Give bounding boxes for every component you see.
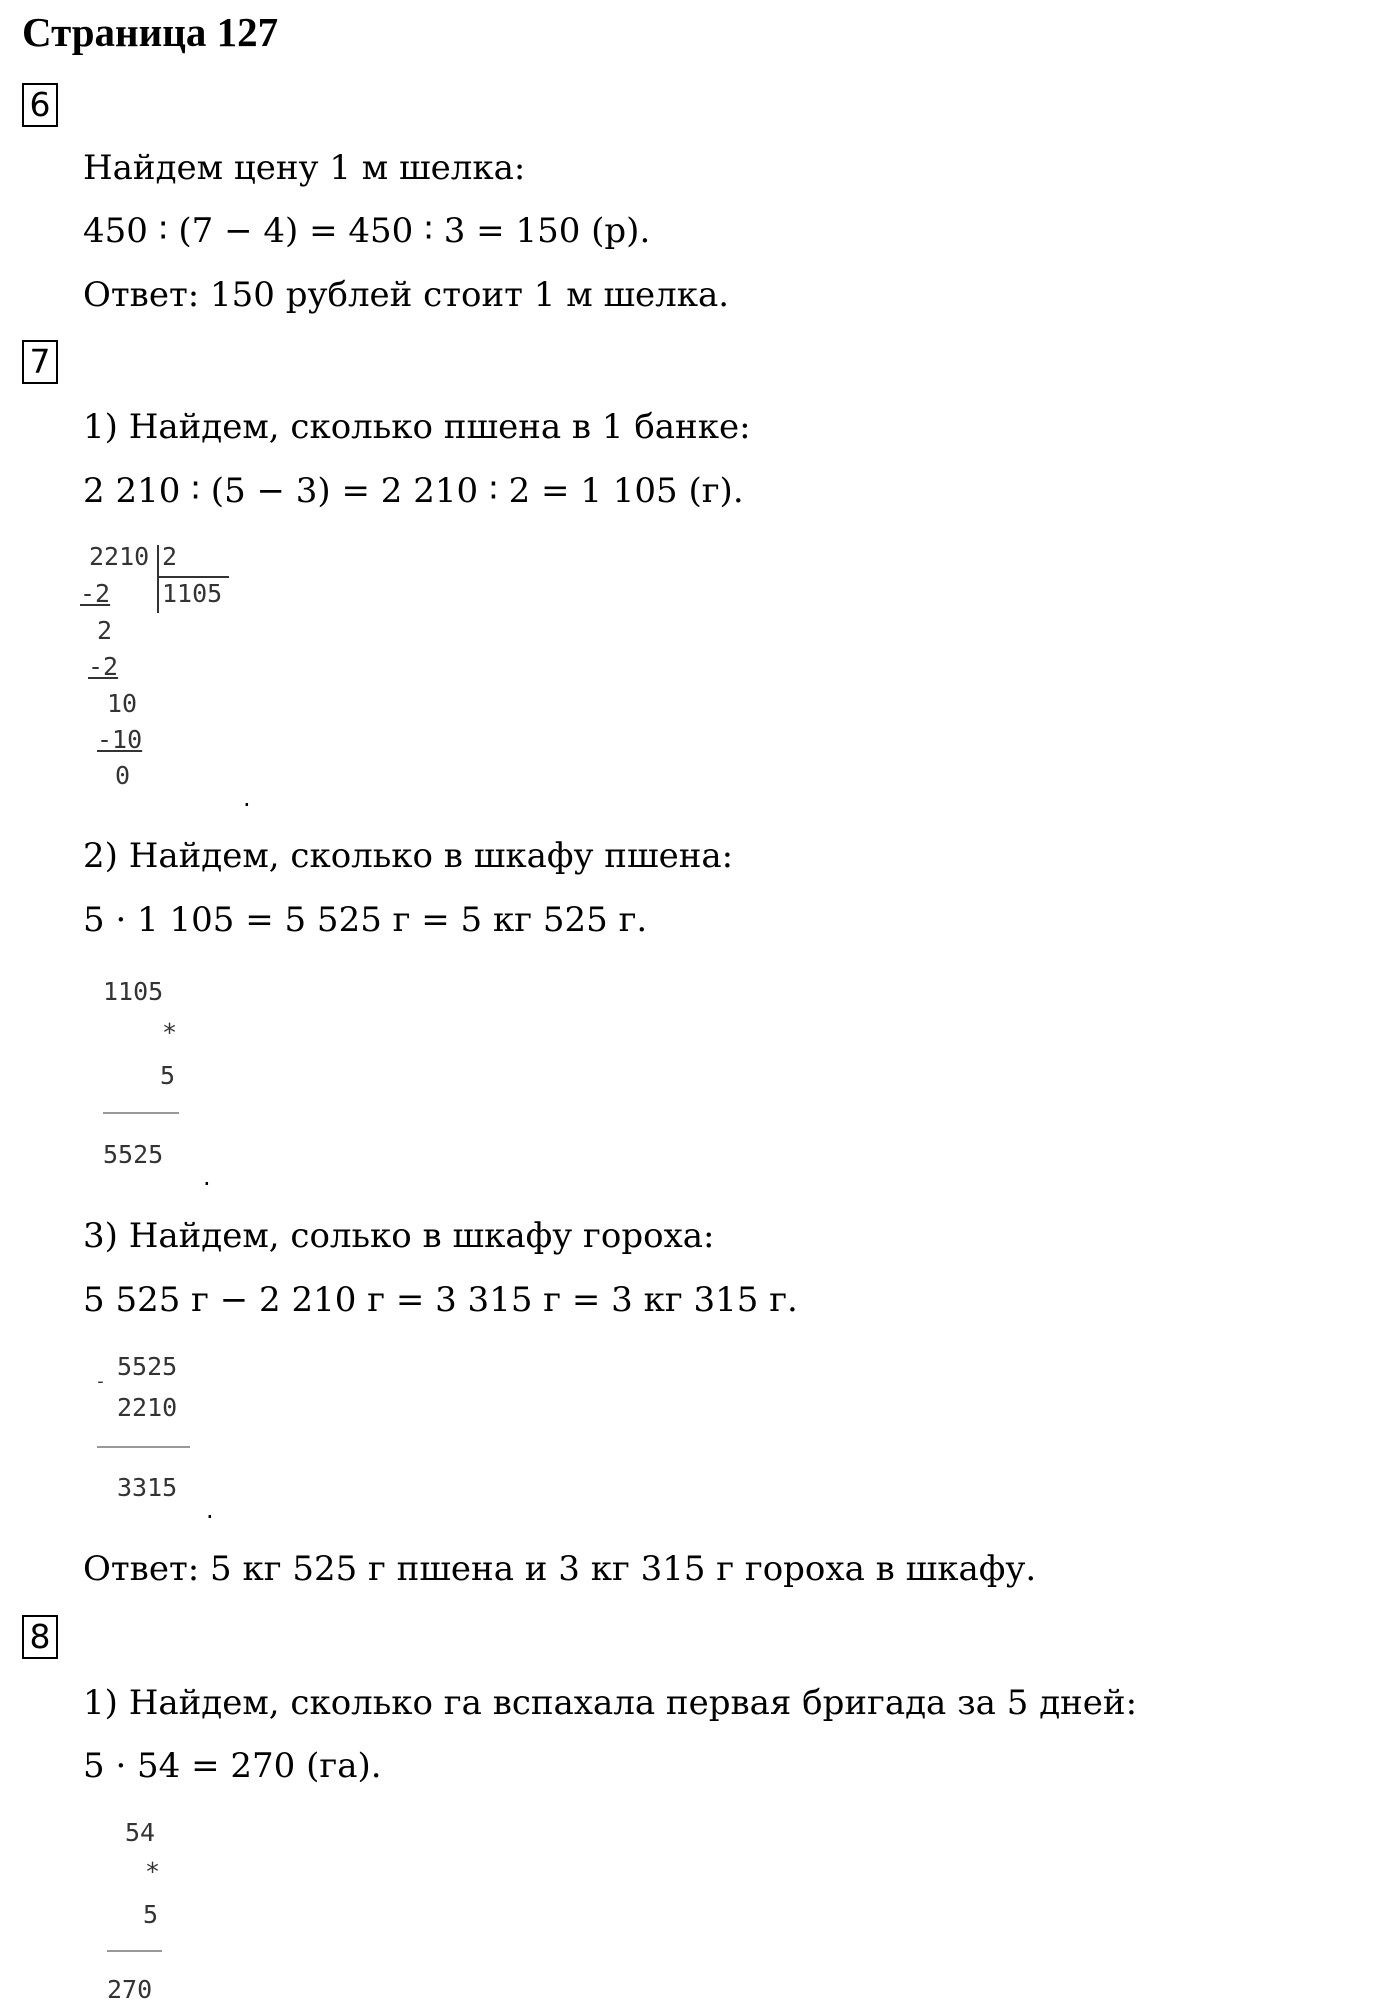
task-number-7: 7 (22, 340, 58, 384)
task6-line-2: 450 ∶ (7 − 4) = 450 ∶ 3 = 150 (р). (83, 211, 651, 251)
division-bracket-vertical (157, 545, 159, 613)
multiplication-operator: * (162, 1018, 178, 1047)
subtraction-operator: - (95, 1371, 106, 1392)
division-remainder: 0 (115, 761, 131, 790)
division-step: -2 (88, 652, 119, 681)
task7-step2-equation: 5 · 1 105 = 5 525 г = 5 кг 525 г. (83, 900, 648, 940)
task7-step2-heading: 2) Найдем, сколько в шкафу пшена: (83, 836, 734, 876)
division-divisor: 2 (162, 542, 178, 571)
task7-answer: Ответ: 5 кг 525 г пшена и 3 кг 315 г гороха в шкафу. (83, 1549, 1037, 1589)
subtraction-top: 5525 (117, 1352, 178, 1381)
task7-step3-equation: 5 525 г − 2 210 г = 3 315 г = 3 кг 315 г. (83, 1280, 798, 1320)
division-quotient: 1105 (162, 579, 223, 608)
multiplication-operator: * (145, 1857, 161, 1886)
subtraction-end-mark: . (206, 1496, 214, 1524)
division-bracket-horizontal (157, 576, 229, 578)
task6-answer: Ответ: 150 рублей стоит 1 м шелка. (83, 275, 730, 315)
page-title: Страница 127 (22, 9, 279, 55)
division-end-mark: . (243, 784, 251, 812)
division-dividend: 2210 (89, 542, 150, 571)
division-step: -2 (80, 579, 111, 608)
multiplication-result: 5525 (103, 1140, 164, 1169)
multiplication-line (103, 1112, 179, 1114)
multiplication-line (107, 1950, 162, 1952)
subtraction-line (97, 1446, 190, 1448)
multiplication-bottom: 5 (160, 1061, 176, 1090)
multiplication-result: 270 (107, 1975, 153, 2004)
multiplication-top: 54 (125, 1818, 156, 1847)
task6-line-1: Найдем цену 1 м шелка: (83, 148, 526, 188)
multiplication-end-mark: . (203, 1163, 211, 1191)
division-step: 10 (107, 689, 138, 718)
task-number-8: 8 (22, 1615, 58, 1659)
division-step: 2 (97, 616, 113, 645)
multiplication-bottom: 5 (143, 1900, 159, 1929)
task8-step1-equation: 5 · 54 = 270 (га). (83, 1746, 382, 1786)
task7-step1-equation: 2 210 ∶ (5 − 3) = 2 210 ∶ 2 = 1 105 (г). (83, 471, 744, 511)
task8-step1-heading: 1) Найдем, сколько га вспахала первая бригада за 5 дней: (83, 1683, 1138, 1723)
multiplication-top: 1105 (103, 977, 164, 1006)
task7-step1-heading: 1) Найдем, сколько пшена в 1 банке: (83, 407, 751, 447)
task7-step3-heading: 3) Найдем, солько в шкафу гороха: (83, 1216, 715, 1256)
subtraction-result: 3315 (117, 1473, 178, 1502)
division-step: -10 (97, 725, 143, 754)
subtraction-bottom: 2210 (117, 1393, 178, 1422)
task-number-6: 6 (22, 83, 58, 127)
